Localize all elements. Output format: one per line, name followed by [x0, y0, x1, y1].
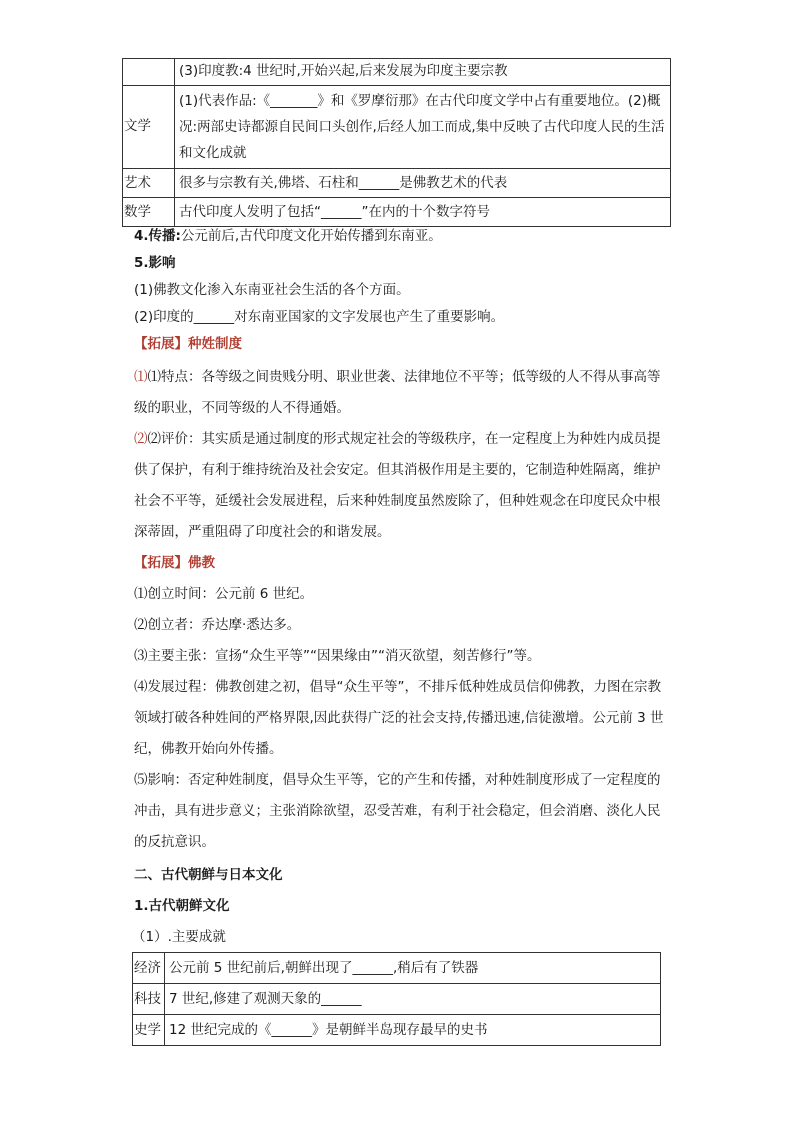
table-row — [133, 984, 661, 1015]
subsection-title: 1.古代朝鲜文化 — [134, 898, 230, 914]
row-text: (3)印度教:4 世纪时,开始兴起,后来发展为印度主要宗教 — [175, 59, 671, 86]
spread-label: 4.传播: — [134, 228, 181, 244]
buddhism-heading: 【拓展】佛教 — [134, 555, 215, 571]
table-row — [133, 953, 661, 984]
row-label — [123, 59, 175, 86]
row-text: 公元前 5 世纪前后,朝鲜出现了______,稍后有了铁器 — [165, 953, 661, 984]
table-row — [123, 198, 671, 227]
spread-text: 公元前后,古代印度文化开始传播到东南亚。 — [180, 228, 442, 244]
korea-achievements-table — [132, 952, 661, 1046]
row-text: 古代印度人发明了包括“______”在内的十个数字符号 — [175, 198, 671, 227]
row-label: 文学 — [123, 86, 175, 169]
impact-title: 5.影响 — [134, 255, 176, 271]
row-label: 数学 — [123, 198, 175, 227]
table-row — [123, 169, 671, 198]
row-text: 很多与宗教有关,佛塔、石柱和______是佛教艺术的代表 — [175, 169, 671, 198]
table-row — [123, 86, 671, 169]
subsubsection-title: （1）.主要成就 — [132, 929, 226, 945]
row-label: 艺术 — [123, 169, 175, 198]
buddhism-paragraph: ⑸影响：否定种姓制度，倡导众生平等，它的产生和传播，对种姓制度形成了一定程度的冲击，具有进步意义；主张消除欲望，忍受苦难，有利于社会稳定，但会消磨、淡化人民的反抗意识。 — [134, 772, 661, 850]
caste-paragraph: ⑵⑵评价：其实质是通过制度的形式规定社会的等级秩序，在一定程度上为种姓内成员提供了保护，有利于维持统治及社会安定。但其消极作用是主要的，它制造种姓隔离，维护社会不平等，延缓社会发展进程，后来种姓制度虽然废除了，但种姓观念在印度民众中根深蒂固，严重阻碍了印度社会的和谐发展。 — [134, 431, 661, 540]
buddhism-paragraph: ⑶主要主张：宣扬“众生平等”“因果缘由”“消灭欲望，刻苦修行”等。 — [134, 648, 541, 664]
row-label: 经济 — [133, 953, 165, 984]
row-text: 12 世纪完成的《______》是朝鲜半岛现存最早的史书 — [165, 1015, 661, 1046]
row-text: 7 世纪,修建了观测天象的______ — [165, 984, 661, 1015]
row-label: 科技 — [133, 984, 165, 1015]
row-text: (1)代表作品:《_______》和《罗摩衍那》在古代印度文学中占有重要地位。(2)概况:两部史诗都源自民间口头创作,后经人加工而成,集中反映了古代印度人民的生活和文化成就 — [175, 86, 671, 169]
section-title: 二、古代朝鲜与日本文化 — [134, 867, 283, 883]
row-label: 史学 — [133, 1015, 165, 1046]
table-row — [123, 59, 671, 86]
buddhism-paragraph: ⑵创立者：乔达摩·悉达多。 — [134, 617, 301, 633]
table-row — [133, 1015, 661, 1046]
caste-paragraph: ⑴⑴特点：各等级之间贵贱分明、职业世袭、法律地位不平等；低等级的人不得从事高等级的职业，不同等级的人不得通婚。 — [134, 369, 661, 416]
impact-item: (2)印度的______对东南亚国家的文字发展也产生了重要影响。 — [134, 309, 505, 325]
india-culture-table — [122, 58, 671, 227]
buddhism-paragraph: ⑴创立时间：公元前 6 世纪。 — [134, 586, 314, 602]
spread-line — [134, 226, 442, 246]
impact-item: (1)佛教文化渗入东南亚社会生活的各个方面。 — [134, 282, 410, 298]
caste-heading: 【拓展】种姓制度 — [134, 336, 242, 352]
buddhism-paragraph: ⑷发展过程：佛教创建之初，倡导“众生平等”，不排斥低种姓成员信仰佛教，力图在宗教领域打破各种姓间的严格界限,因此获得广泛的社会支持,传播迅速,信徒激增。公元前 3 世纪，佛教开始向外传播。 — [134, 679, 664, 757]
